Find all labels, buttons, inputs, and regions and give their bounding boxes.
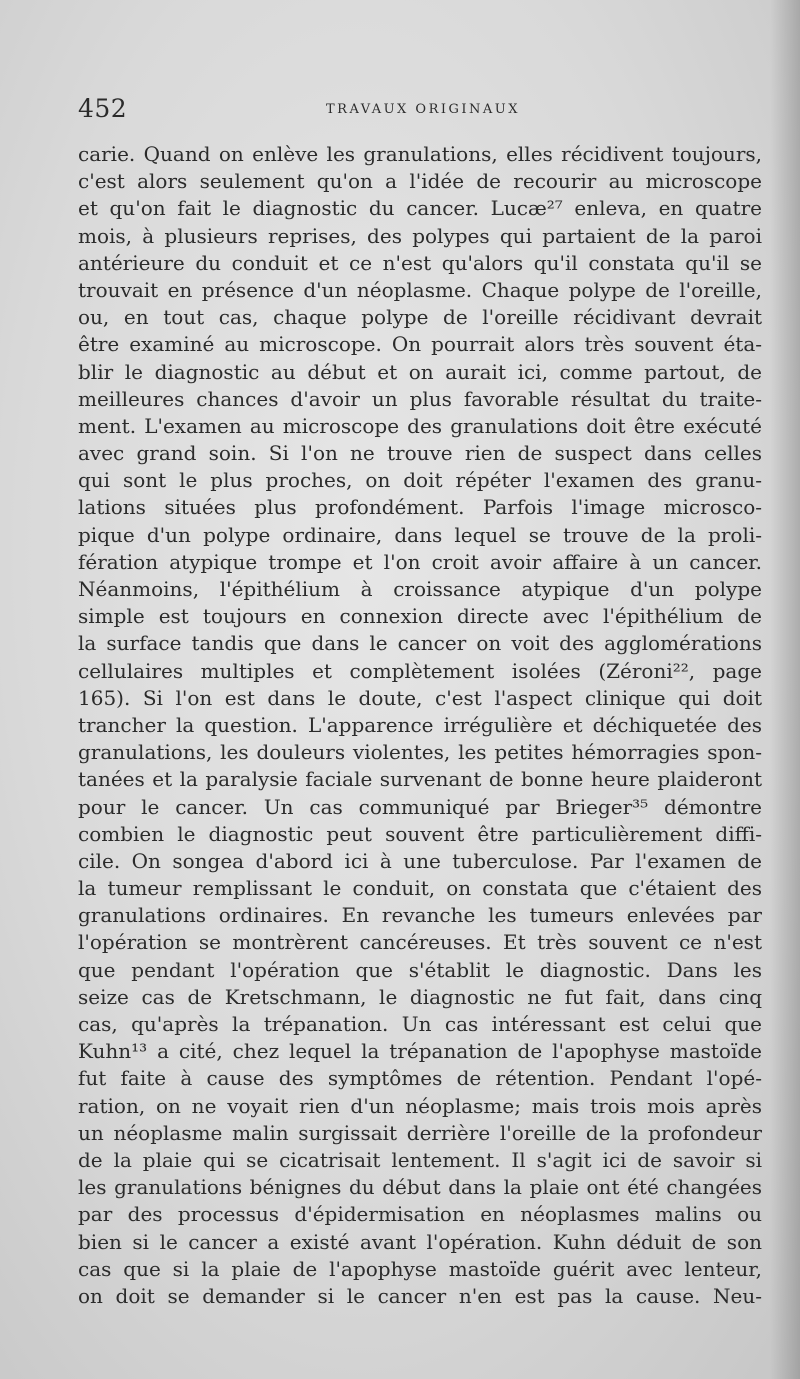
text-line: fération atypique trompe et l'on croit avoir affaire à un cancer.: [78, 549, 762, 574]
text-line: l'opération se montrèrent cancéreuses. Et très souvent ce n'est: [78, 930, 762, 955]
text-line: antérieure du conduit et ce n'est qu'alors qu'il constata qu'il se: [78, 250, 762, 275]
text-line: et qu'on fait le diagnostic du cancer. Lucæ²⁷ enleva, en quatre: [78, 196, 762, 221]
text-line: tanées et la paralysie faciale survenant de bonne heure plaideront: [78, 767, 762, 792]
text-line: 165). Si l'on est dans le doute, c'est l'aspect clinique qui doit: [78, 685, 762, 710]
text-line: cile. On songea d'abord ici à une tuberculose. Par l'examen de: [78, 848, 762, 873]
text-line: un néoplasme malin surgissait derrière l'oreille de la profondeur: [78, 1120, 762, 1145]
text-line: c'est alors seulement qu'on a l'idée de recourir au microscope: [78, 169, 762, 194]
text-line: ment. L'examen au microscope des granulations doit être exécuté: [78, 413, 762, 438]
text-line: bien si le cancer a existé avant l'opération. Kuhn déduit de son: [78, 1229, 762, 1254]
text-line: trouvait en présence d'un néoplasme. Chaque polype de l'oreille,: [78, 277, 762, 302]
text-line: de la plaie qui se cicatrisait lentement. Il s'agit ici de savoir si: [78, 1147, 762, 1172]
text-line: seize cas de Kretschmann, le diagnostic ne fut fait, dans cinq: [78, 984, 762, 1009]
text-line: trancher la question. L'apparence irrégulière et déchiquetée des: [78, 712, 762, 737]
text-line: pique d'un polype ordinaire, dans lequel se trouve de la proli-: [78, 522, 762, 547]
text-line: carie. Quand on enlève les granulations, elles récidivent toujours,: [78, 142, 762, 166]
text-line: Kuhn¹³ a cité, chez lequel la trépanation de l'apophyse mastoïde: [78, 1039, 762, 1064]
running-title: TRAVAUX ORIGINAUX: [326, 102, 521, 117]
running-head: [78, 94, 768, 124]
text-line: cas, qu'après la trépanation. Un cas intéressant est celui que: [78, 1012, 762, 1036]
text-line: la surface tandis que dans le cancer on voit des agglomérations: [78, 631, 762, 656]
text-line: cellulaires multiples et complètement isolées (Zéroni²², page: [78, 658, 762, 683]
text-line: combien le diagnostic peut souvent être particulièrement diffi-: [78, 821, 762, 846]
text-line: ration, on ne voyait rien d'un néoplasme; mais trois mois après: [78, 1093, 762, 1118]
text-line: cas que si la plaie de l'apophyse mastoïde guérit avec lenteur,: [78, 1256, 762, 1281]
text-line: avec grand soin. Si l'on ne trouve rien de suspect dans celles: [78, 441, 762, 466]
text-line: lations situées plus profondément. Parfois l'image microsco-: [78, 495, 762, 520]
text-line: meilleures chances d'avoir un plus favorable résultat du traite-: [78, 386, 762, 411]
text-line: que pendant l'opération que s'établit le diagnostic. Dans les: [78, 957, 762, 982]
text-line: être examiné au microscope. On pourrait alors très souvent éta-: [78, 332, 762, 357]
text-line: on doit se demander si le cancer n'en est pas la cause. Neu-: [78, 1283, 762, 1308]
text-line: mois, à plusieurs reprises, des polypes qui partaient de la paroi: [78, 223, 762, 248]
text-line: les granulations bénignes du début dans la plaie ont été changées: [78, 1175, 762, 1200]
text-line: Néanmoins, l'épithélium à croissance atypique d'un polype: [78, 577, 762, 601]
text-line: granulations ordinaires. En revanche les tumeurs enlevées par: [78, 903, 762, 928]
body-text: [78, 141, 762, 1310]
text-line: qui sont le plus proches, on doit répéter l'examen des granu-: [78, 468, 762, 493]
text-line: blir le diagnostic au début et on aurait ici, comme partout, de: [78, 359, 762, 384]
text-line: simple est toujours en connexion directe avec l'épithélium de: [78, 604, 762, 629]
text-line: pour le cancer. Un cas communiqué par Brieger³⁵ démontre: [78, 794, 762, 819]
page-number: 452: [78, 94, 128, 123]
text-line: la tumeur remplissant le conduit, on constata que c'étaient des: [78, 876, 762, 901]
text-line: ou, en tout cas, chaque polype de l'oreille récidivant devrait: [78, 305, 762, 330]
text-line: par des processus d'épidermisation en néoplasmes malins ou: [78, 1202, 762, 1227]
text-line: fut faite à cause des symptômes de rétention. Pendant l'opé-: [78, 1066, 762, 1091]
text-line: granulations, les douleurs violentes, les petites hémorragies spon-: [78, 740, 762, 765]
